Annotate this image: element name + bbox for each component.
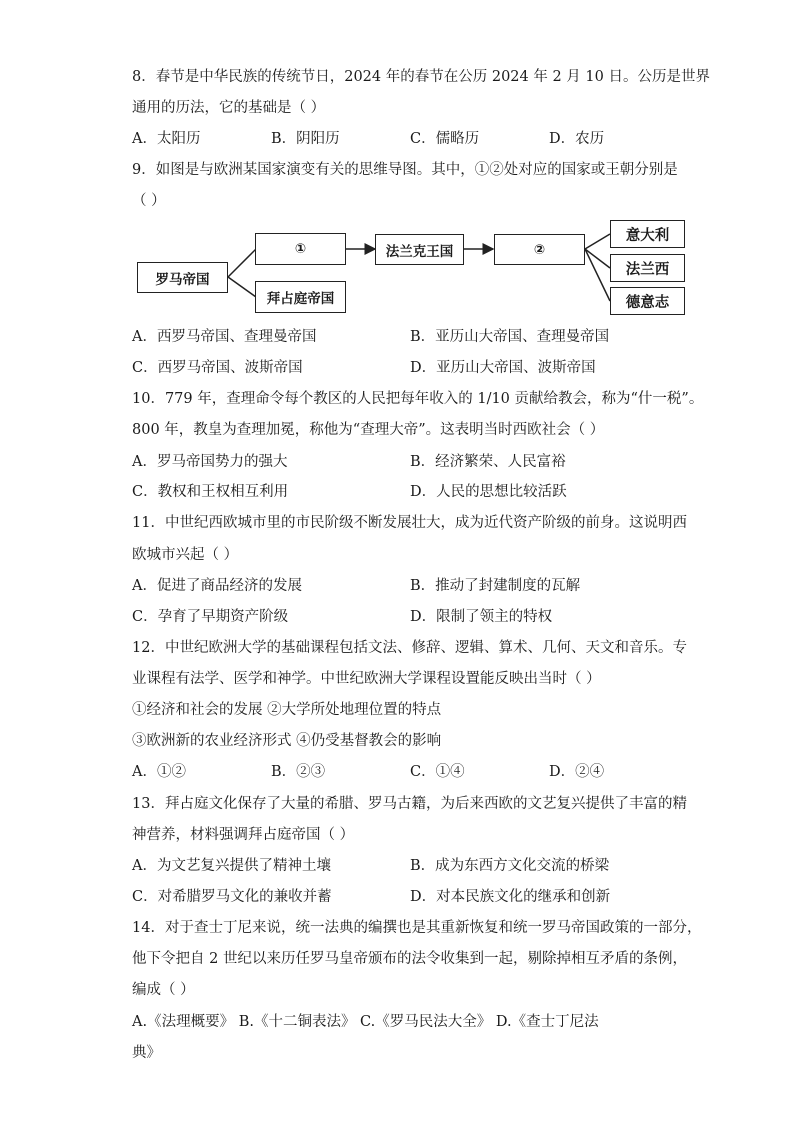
q10-option-b: B．经济繁荣、人民富裕: [410, 454, 566, 470]
q14-stem-line2: 他下令把自 2 世纪以来历任罗马皇帝颁布的法令收集到一起，剔除掉相互矛盾的条例，: [132, 951, 687, 967]
q11-stem-line2: 欧城市兴起（ ）: [132, 547, 239, 563]
q14-options-line: A.《法理概要》 B.《十二铜表法》 C.《罗马民法大全》 D.《查士丁尼法: [132, 1014, 599, 1030]
q13-option-c: C．对希腊罗马文化的兼收并蓄: [132, 889, 332, 905]
box-italy: 意大利: [610, 220, 685, 248]
q11-option-c: C．孕育了早期资产阶级: [132, 609, 289, 625]
q10-option-c: C．教权和王权相互利用: [132, 484, 289, 500]
q8-option-d: D．农历: [549, 131, 605, 147]
q9-option-b: B．亚历山大帝国、查理曼帝国: [410, 329, 610, 345]
box-roman-empire: 罗马帝国: [137, 262, 228, 293]
q9-option-a: A．西罗马帝国、查理曼帝国: [132, 329, 317, 345]
q12-option-c: C．①④: [410, 764, 465, 780]
q8-option-c: C．儒略历: [410, 131, 480, 147]
q8-option-b: B．阴阳历: [271, 131, 340, 147]
q9-stem-line2: （ ）: [132, 193, 166, 209]
q12-item-line2: ③欧洲新的农业经济形式 ④仍受基督教会的影响: [132, 733, 442, 749]
q10-stem-line1: 10．779 年，查理命令每个教区的人民把每年收入的 1/10 贡献给教会，称为“什一税”。: [132, 391, 704, 407]
q12-option-d: D．②④: [549, 764, 605, 780]
q8-stem-line1: 8．春节是中华民族的传统节日，2024 年的春节在公历 2024 年 2 月 10 日。公历是世界: [132, 69, 710, 85]
q11-option-d: D．限制了领主的特权: [410, 609, 553, 625]
q13-option-d: D．对本民族文化的继承和创新: [410, 889, 611, 905]
q8-option-a: A．太阳历: [132, 131, 201, 147]
q14-stem-line1: 14．对于查士丁尼来说，统一法典的编撰也是其重新恢复和统一罗马帝国政策的一部分，: [132, 920, 702, 936]
q13-stem-line1: 13．拜占庭文化保存了大量的希腊、罗马古籍，为后来西欧的文艺复兴提供了丰富的精: [132, 796, 687, 812]
box-byzantine-empire: 拜占庭帝国: [255, 281, 346, 313]
q12-item-line1: ①经济和社会的发展 ②大学所处地理位置的特点: [132, 702, 442, 718]
q11-stem-line1: 11．中世纪西欧城市里的市民阶级不断发展壮大，成为近代资产阶级的前身。这说明西: [132, 515, 687, 531]
q12-stem-line2: 业课程有法学、医学和神学。中世纪欧洲大学课程设置能反映出当时（ ）: [132, 671, 601, 687]
q14-options-line2: 典》: [132, 1045, 161, 1061]
q12-option-b: B．②③: [271, 764, 326, 780]
box-blank-1: ①: [255, 233, 346, 265]
q10-stem-line2: 800 年，教皇为查理加冕，称他为“查理大帝”。这表明当时西欧社会（ ）: [132, 422, 605, 438]
q13-stem-line2: 神营养，材料强调拜占庭帝国（ ）: [132, 827, 355, 843]
q12-stem-line1: 12．中世纪欧洲大学的基础课程包括文法、修辞、逻辑、算术、几何、天文和音乐。专: [132, 640, 687, 656]
q10-option-a: A．罗马帝国势力的强大: [132, 454, 288, 470]
box-france: 法兰西: [610, 254, 685, 282]
box-frankish-kingdom: 法兰克王国: [375, 234, 464, 265]
box-germany: 德意志: [610, 287, 685, 315]
q10-option-d: D．人民的思想比较活跃: [410, 484, 567, 500]
q12-option-a: A．①②: [132, 764, 186, 780]
q11-option-a: A．促进了商品经济的发展: [132, 578, 302, 594]
q13-option-a: A．为文艺复兴提供了精神土壤: [132, 858, 331, 874]
q9-stem-line1: 9．如图是与欧洲某国家演变有关的思维导图。其中，①②处对应的国家或王朝分别是: [132, 162, 678, 178]
q13-option-b: B．成为东西方文化交流的桥梁: [410, 858, 610, 874]
q14-stem-line3: 编成（ ）: [132, 982, 195, 998]
q9-option-d: D．亚历山大帝国、波斯帝国: [410, 360, 596, 376]
q9-option-c: C．西罗马帝国、波斯帝国: [132, 360, 303, 376]
q8-stem-line2: 通用的历法，它的基础是（ ）: [132, 100, 326, 116]
q11-option-b: B．推动了封建制度的瓦解: [410, 578, 581, 594]
box-blank-2: ②: [494, 234, 585, 265]
